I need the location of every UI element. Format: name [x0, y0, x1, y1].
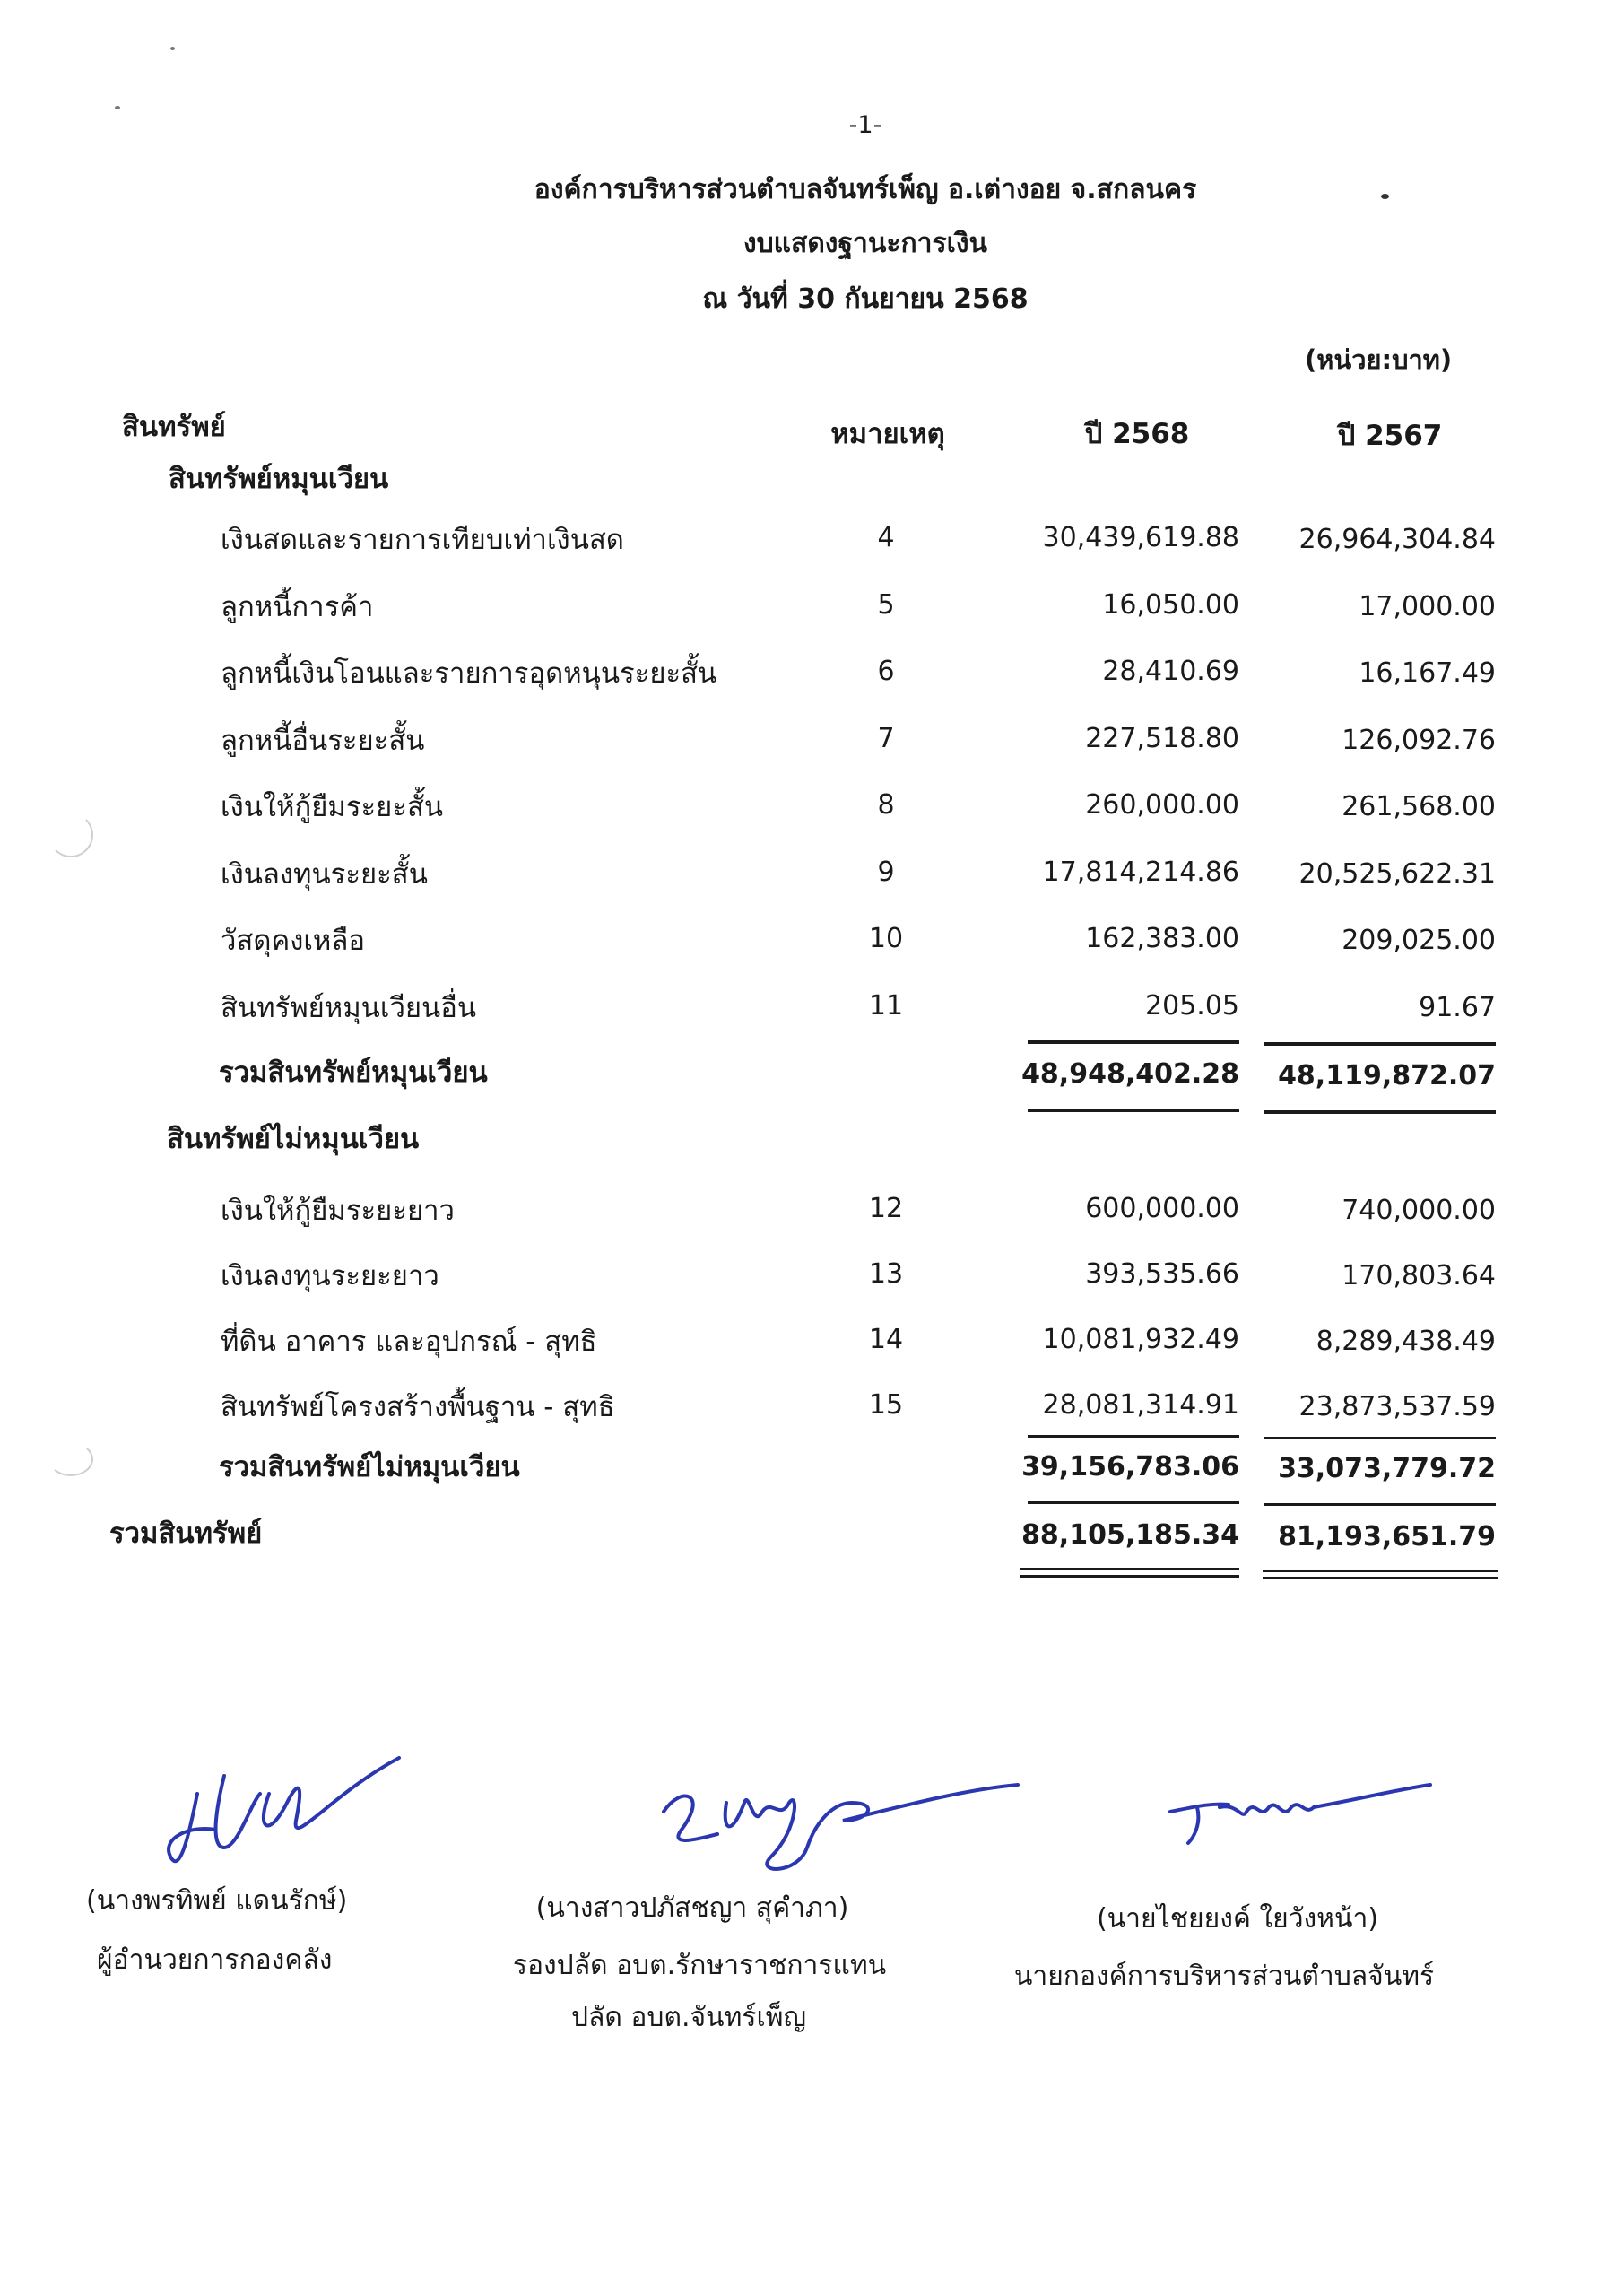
total-rule	[1264, 1110, 1496, 1114]
row-amount-2568: 16,050.00	[1102, 588, 1239, 621]
row-note: 14	[868, 1324, 904, 1355]
row-label: ลูกหนี้อื่นระยะสั้น	[221, 724, 425, 757]
row-note: 5	[877, 588, 895, 621]
row-amount-2567: 16,167.49	[1359, 657, 1496, 689]
double-rule	[1020, 1568, 1239, 1570]
double-rule	[1263, 1570, 1498, 1572]
total-rule	[1028, 1109, 1239, 1112]
row-label: เงินลงทุนระยะยาว	[221, 1260, 439, 1292]
row-note: 8	[877, 789, 895, 821]
row-amount-2567: 740,000.00	[1342, 1195, 1496, 1226]
row-label: เงินสดและรายการเทียบเท่าเงินสด	[221, 524, 624, 556]
scan-speck	[170, 47, 175, 50]
row-note: 11	[868, 989, 904, 1022]
double-rule	[1020, 1575, 1239, 1578]
current-assets-heading: สินทรัพย์หมุนเวียน	[169, 463, 389, 495]
punch-hole	[48, 1442, 93, 1476]
row-amount-2567: 8,289,438.49	[1316, 1326, 1496, 1357]
org-title: องค์การบริหารส่วนตำบลจันทร์เพ็ญ อ.เต่างอย จ.สกลนคร	[534, 174, 1197, 205]
total-rule	[1264, 1503, 1496, 1506]
total-assets-label: รวมสินทรัพย์	[109, 1518, 263, 1550]
row-amount-2567: 126,092.76	[1342, 724, 1496, 756]
row-label: ลูกหนี้การค้า	[221, 590, 374, 623]
row-note: 10	[868, 923, 904, 954]
row-note: 6	[877, 656, 895, 687]
row-amount-2567: 26,964,304.84	[1298, 524, 1496, 555]
assets-heading: สินทรัพย์	[122, 411, 226, 443]
signatory-2-name: (นางสาวปภัสชญา สุคำภา)	[535, 1892, 849, 1924]
row-amount-2568: 600,000.00	[1085, 1193, 1239, 1224]
year-2568-heading: ปี 2568	[1084, 418, 1190, 450]
signatory-1-position: ผู้อำนวยการกองคลัง	[97, 1944, 333, 1976]
row-amount-2567: 261,568.00	[1342, 791, 1496, 822]
signatory-2-position-line-2: ปลัด อบต.จันทร์เพ็ญ	[570, 2002, 807, 2033]
noncurrent-assets-total-2568: 39,156,783.06	[1021, 1451, 1239, 1483]
row-amount-2567: 20,525,622.31	[1298, 857, 1496, 890]
signatory-3-name: (นายไชยยงค์ ใยวังหน้า)	[1096, 1903, 1379, 1935]
page-number: -1-	[848, 111, 882, 139]
row-amount-2568: 28,410.69	[1102, 656, 1239, 687]
row-label: วัสดุคงเหลือ	[221, 925, 365, 957]
note-column-heading: หมายเหตุ	[830, 418, 945, 450]
row-label: เงินให้กู้ยืมระยะยาว	[221, 1195, 455, 1227]
signature-3-image	[1157, 1758, 1435, 1857]
row-label: สินทรัพย์หมุนเวียนอื่น	[221, 991, 477, 1024]
row-amount-2568: 10,081,932.49	[1042, 1324, 1239, 1355]
row-note: 15	[868, 1389, 904, 1421]
row-note: 4	[877, 522, 895, 553]
double-rule	[1263, 1577, 1498, 1579]
total-assets-2568: 88,105,185.34	[1021, 1519, 1239, 1551]
scan-speck	[1381, 194, 1389, 199]
current-assets-total-2567: 48,119,872.07	[1278, 1060, 1496, 1091]
row-label: เงินให้กู้ยืมระยะสั้น	[221, 791, 444, 823]
row-amount-2568: 227,518.80	[1085, 722, 1239, 754]
row-amount-2568: 30,439,619.88	[1042, 522, 1239, 553]
current-assets-total-label: รวมสินทรัพย์หมุนเวียน	[219, 1057, 488, 1089]
row-amount-2568: 28,081,314.91	[1042, 1389, 1239, 1421]
subtotal-rule	[1028, 1040, 1239, 1044]
noncurrent-assets-total-label: รวมสินทรัพย์ไม่หมุนเวียน	[219, 1451, 520, 1483]
row-note: 7	[877, 722, 895, 754]
row-amount-2568: 205.05	[1145, 989, 1239, 1022]
row-note: 9	[877, 856, 895, 888]
subtotal-rule	[1264, 1437, 1496, 1439]
row-label: เงินลงทุนระยะสั้น	[221, 857, 428, 891]
statement-date: ณ วันที่ 30 กันยายน 2568	[702, 283, 1029, 315]
subtotal-rule	[1028, 1435, 1239, 1438]
row-note: 12	[868, 1193, 904, 1224]
punch-hole	[48, 813, 93, 857]
scan-speck	[115, 106, 120, 109]
row-amount-2567: 17,000.00	[1359, 590, 1496, 622]
unit-label: (หน่วย:บาท)	[1305, 344, 1453, 375]
total-assets-2567: 81,193,651.79	[1278, 1521, 1496, 1552]
row-label: ลูกหนี้เงินโอนและรายการอุดหนุนระยะสั้น	[221, 657, 717, 690]
row-label: ที่ดิน อาคาร และอุปกรณ์ - สุทธิ	[221, 1326, 597, 1358]
statement-title: งบแสดงฐานะการเงิน	[743, 228, 988, 259]
row-amount-2568: 393,535.66	[1085, 1258, 1239, 1290]
subtotal-rule	[1264, 1042, 1496, 1046]
row-amount-2567: 23,873,537.59	[1298, 1391, 1496, 1422]
signature-2-image	[646, 1749, 1022, 1883]
row-note: 13	[868, 1258, 904, 1290]
signatory-1-name: (นางพรทิพย์ แดนรักษ์)	[86, 1885, 348, 1917]
row-amount-2567: 170,803.64	[1342, 1260, 1496, 1292]
row-amount-2568: 17,814,214.86	[1042, 856, 1239, 888]
row-amount-2568: 162,383.00	[1085, 923, 1239, 954]
row-amount-2567: 91.67	[1419, 991, 1496, 1023]
year-2567-heading: ปี 2567	[1337, 420, 1443, 452]
signatory-2-position: รองปลัด อบต.รักษาราชการแทน	[512, 1950, 887, 1981]
noncurrent-assets-heading: สินทรัพย์ไม่หมุนเวียน	[167, 1123, 420, 1155]
signatory-3-position: นายกองค์การบริหารส่วนตำบลจันทร์	[1013, 1961, 1435, 1992]
total-rule	[1028, 1501, 1239, 1504]
row-label: สินทรัพย์โครงสร้างพื้นฐาน - สุทธิ	[221, 1391, 615, 1423]
row-amount-2568: 260,000.00	[1085, 789, 1239, 821]
noncurrent-assets-total-2567: 33,073,779.72	[1278, 1453, 1496, 1484]
current-assets-total-2568: 48,948,402.28	[1021, 1058, 1239, 1090]
signature-1-image	[161, 1740, 413, 1883]
row-amount-2567: 209,025.00	[1342, 925, 1496, 956]
